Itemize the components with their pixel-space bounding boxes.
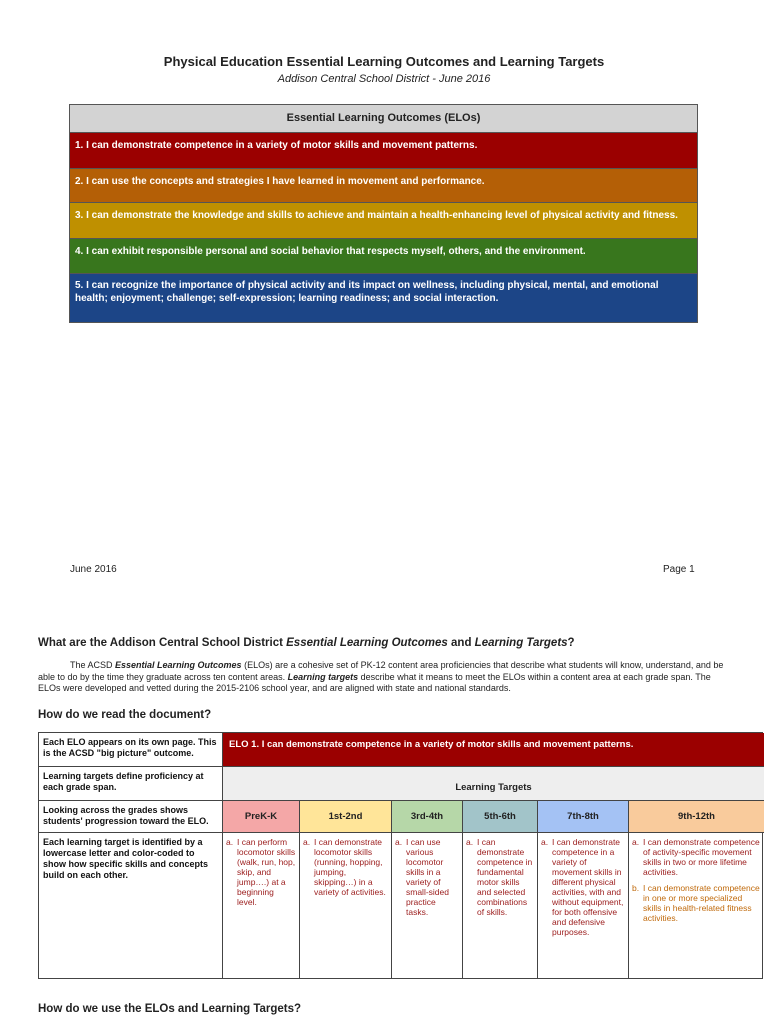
footer-page-number: Page 1 (663, 564, 695, 575)
elo-row-3: 3. I can demonstrate the knowledge and skills to achieve and maintain a health-enhancing level of physical activity and fitness. (70, 203, 697, 239)
grade-header-3rd-4th: 3rd-4th (392, 801, 463, 833)
elo-summary-table (69, 104, 698, 323)
explain-cell-letters: Each learning target is identified by a lowercase letter and color-coded to show how specific skills and concepts build on each other. (39, 833, 223, 979)
target-text: I can use various locomotor skills in a variety of small-sided practice tasks. (406, 837, 449, 917)
page-title: Physical Education Essential Learning Outcomes and Learning Targets (163, 54, 605, 69)
target-cell-1st-2nd (300, 833, 392, 979)
target-cell-7th-8th (538, 833, 629, 979)
elo-row-1: 1. I can demonstrate competence in a variety of motor skills and movement patterns. (70, 133, 697, 169)
target-cell-prek-k (223, 833, 300, 979)
how-to-read-table (38, 732, 763, 979)
elo-table-header: Essential Learning Outcomes (ELOs) (70, 105, 697, 133)
explain-cell-targets: Learning targets define proficiency at each grade span. (39, 767, 223, 801)
target-letter: a. (303, 837, 311, 847)
intro-paragraph: The ACSD Essential Learning Outcomes (ELOs) are a cohesive set of PK-12 content area proficiencies that describe what students will know, understand, and be able to do by the time they graduate across ten content areas. Learning targets describe what it means to meet the ELOs within a content area at each grade span. The ELOs were developed and vetted during the 2015-2106 school year, and are aligned with state and national standards. (38, 660, 724, 693)
learning-target-item (466, 837, 534, 917)
target-text: I can demonstrate competence in fundamental motor skills and selected combinations of skills. (477, 837, 533, 917)
target-text: I can demonstrate locomotor skills (running, hopping, jumping, skipping…) in a variety of activities. (314, 837, 386, 897)
learning-target-item (632, 883, 761, 923)
target-cell-5th-6th (463, 833, 538, 979)
section-heading-how-read: How do we read the document? (38, 709, 212, 721)
learning-target-item (226, 837, 296, 907)
page-subtitle: Addison Central School District - June 2016 (277, 73, 491, 85)
learning-target-item (303, 837, 388, 897)
explain-cell-progression: Looking across the grades shows students' progression toward the ELO. (39, 801, 223, 833)
target-text: I can demonstrate competence in one or more specialized skills in health-related fitness activities. (643, 883, 760, 923)
target-letter: a. (395, 837, 403, 847)
elo-row-4: 4. I can exhibit responsible personal and social behavior that respects myself, others, and the environment. (70, 239, 697, 274)
grade-header-7th-8th: 7th-8th (538, 801, 629, 833)
elo-row-5: 5. I can recognize the importance of physical activity and its impact on wellness, including physical, mental, and emotional health; enjoyment; challenge; self-expression; learning readiness; and social interaction. (70, 274, 697, 322)
target-text: I can demonstrate competence in a variety of movement skills in different physical activities, with and without equipment, for both offensive and defensive purposes. (552, 837, 624, 937)
elo-banner: ELO 1. I can demonstrate competence in a variety of motor skills and movement patterns. (223, 733, 764, 767)
target-letter: a. (466, 837, 474, 847)
footer-date: June 2016 (70, 564, 117, 575)
target-cell-9th-12th (629, 833, 764, 979)
section-heading-what-are: What are the Addison Central School District Essential Learning Outcomes and Learning Targets? (38, 637, 575, 649)
grade-header-5th-6th: 5th-6th (463, 801, 538, 833)
target-letter: a. (632, 837, 640, 847)
target-letter: b. (632, 883, 640, 893)
target-text: I can demonstrate competence of activity-specific movement skills in two or more lifetime activities. (643, 837, 760, 877)
target-letter: a. (541, 837, 549, 847)
explain-cell-elo: Each ELO appears on its own page. This is the ACSD "big picture" outcome. (39, 733, 223, 767)
target-letter: a. (226, 837, 234, 847)
grade-header-9th-12th: 9th-12th (629, 801, 764, 833)
target-cell-3rd-4th (392, 833, 463, 979)
learning-targets-header: Learning Targets (223, 767, 764, 801)
grade-header-prek-k: PreK-K (223, 801, 300, 833)
elo-row-2: 2. I can use the concepts and strategies I have learned in movement and performance. (70, 169, 697, 203)
learning-target-item (632, 837, 761, 877)
section-heading-how-use: How do we use the ELOs and Learning Targets? (38, 1003, 302, 1015)
learning-target-item (395, 837, 459, 917)
learning-target-item (541, 837, 625, 937)
grade-header-1st-2nd: 1st-2nd (300, 801, 392, 833)
target-text: I can perform locomotor skills (walk, run, hop, skip, and jump….) at a beginning level. (237, 837, 296, 907)
